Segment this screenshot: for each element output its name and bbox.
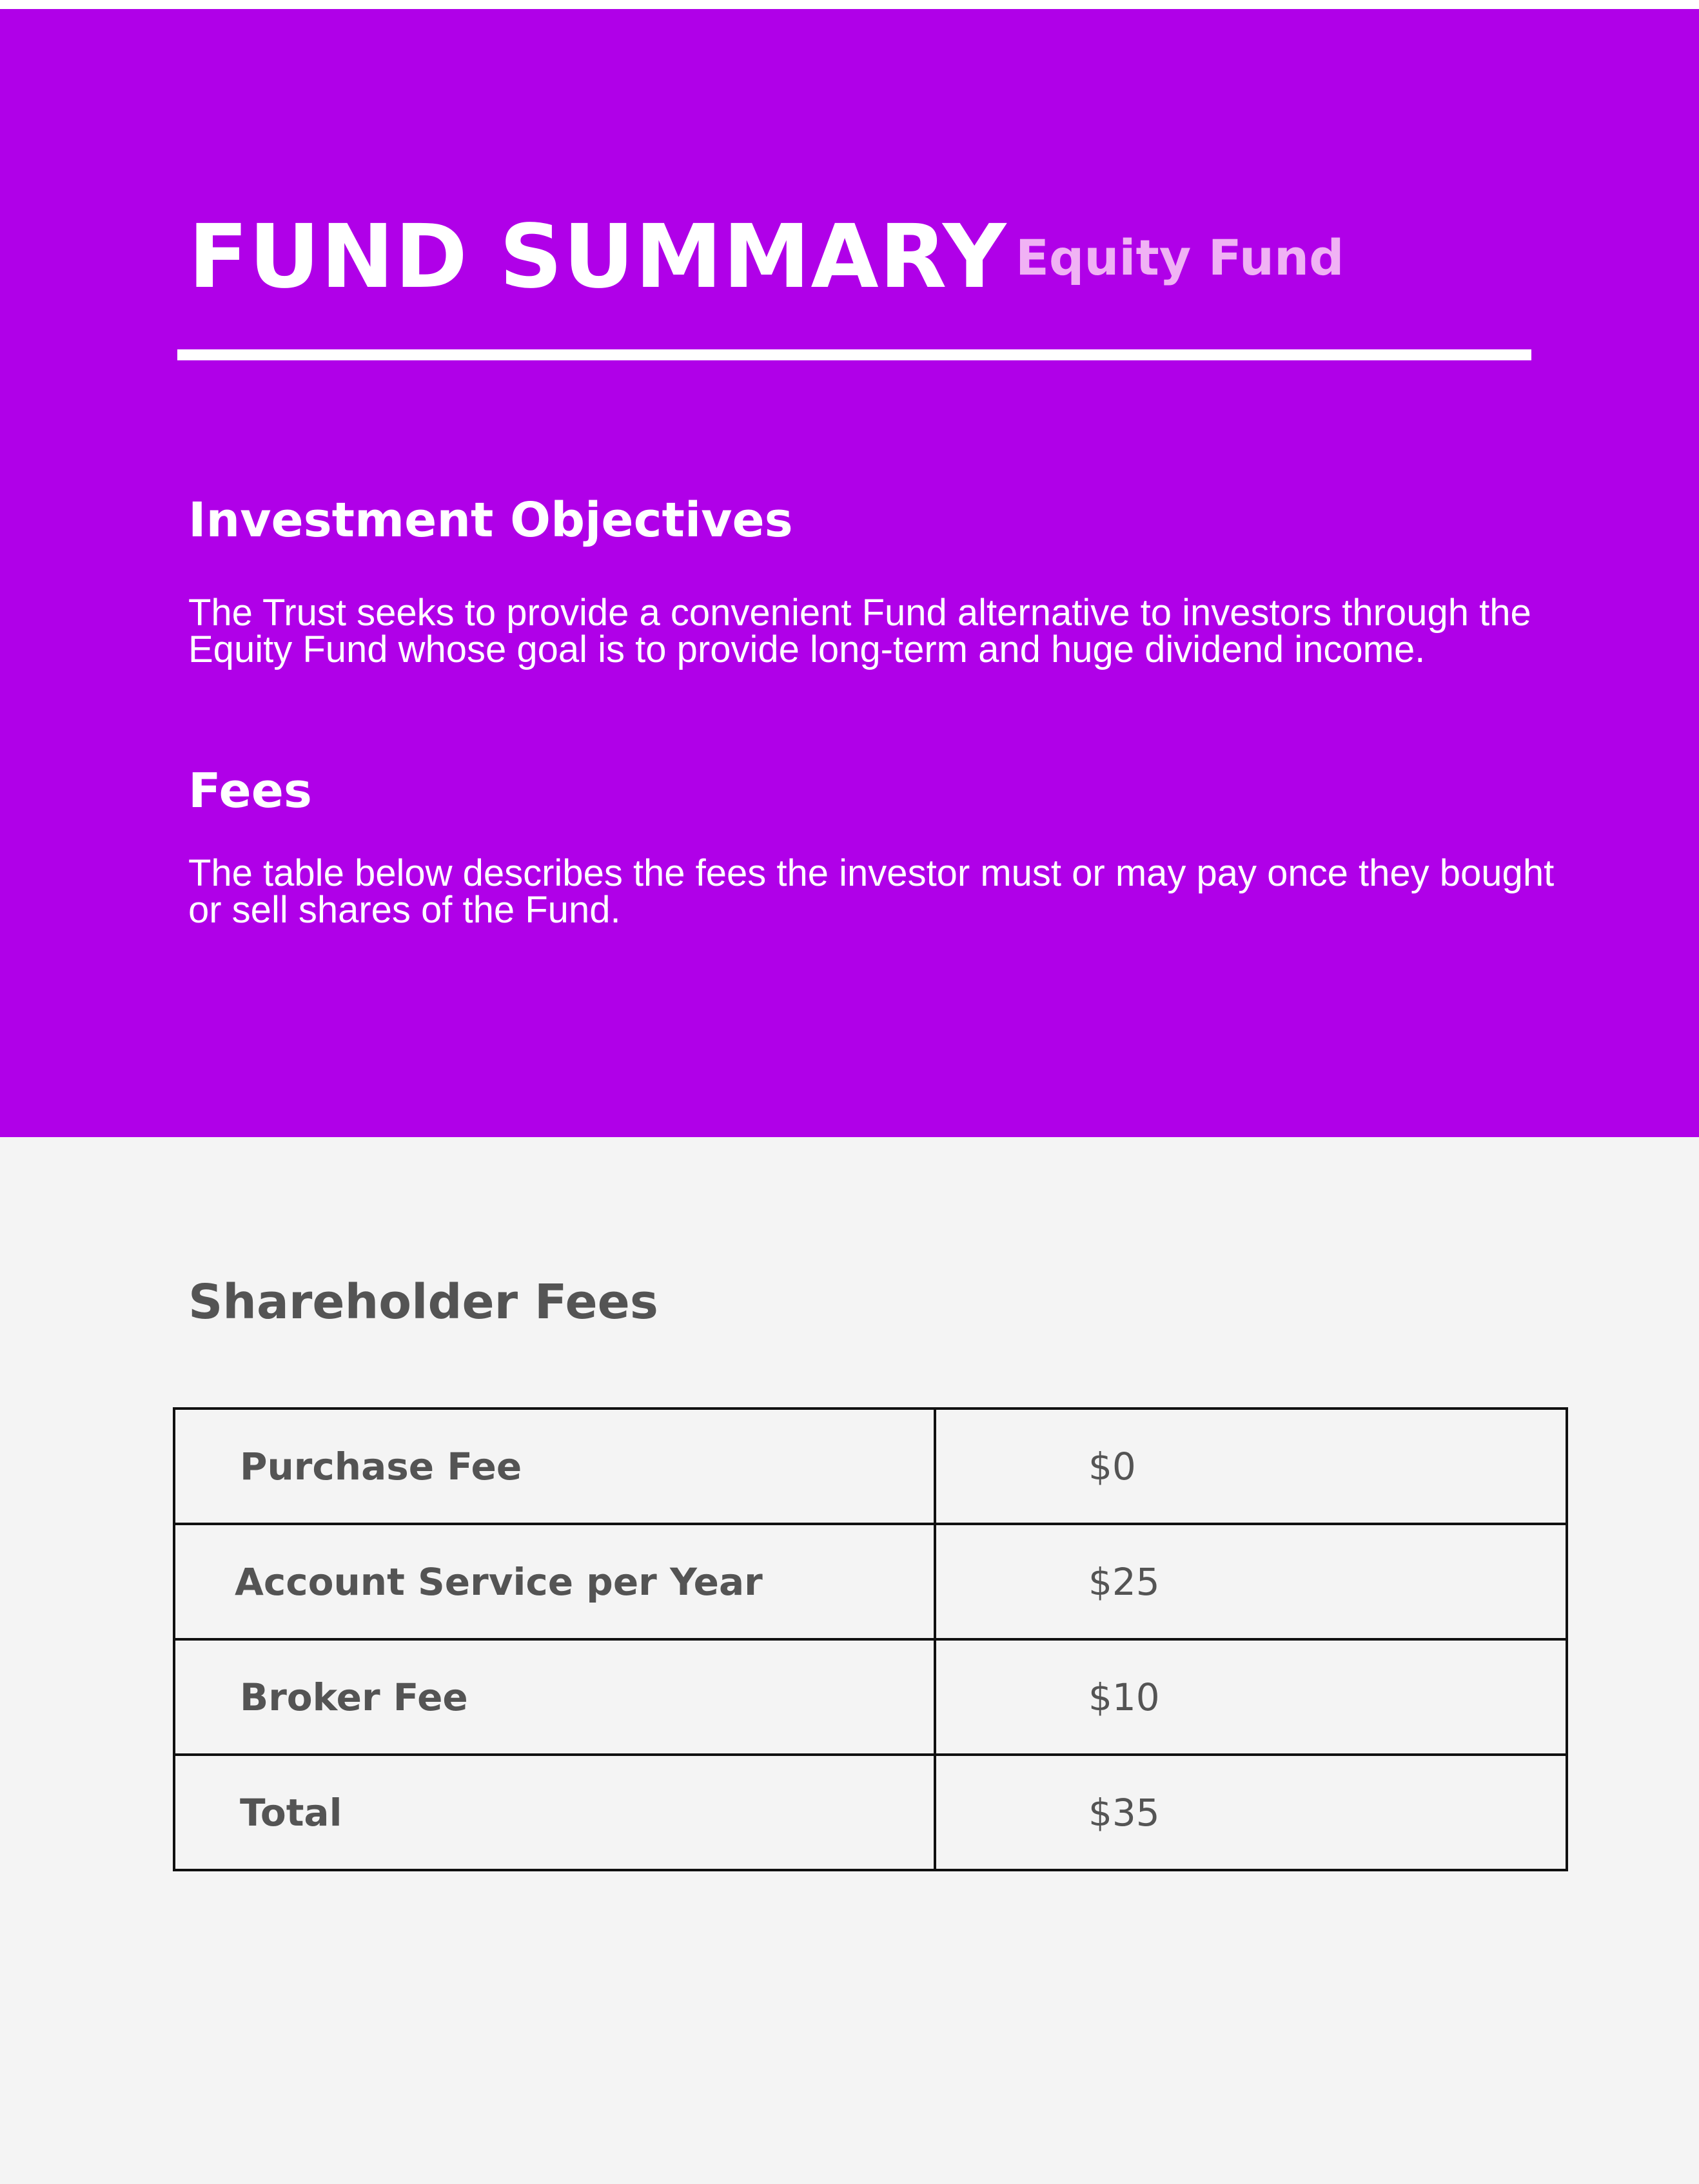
fee-label: Account Service per Year bbox=[174, 1524, 935, 1639]
table-row bbox=[174, 1409, 1567, 1524]
fees-description-text: The table below describes the fees the investor must or may pay once they bought or sell shares of the Fund. bbox=[188, 852, 1555, 931]
hero-banner bbox=[0, 9, 1699, 1137]
fee-value: $25 bbox=[935, 1524, 1567, 1639]
table-row bbox=[174, 1524, 1567, 1639]
fee-value: $0 bbox=[935, 1409, 1567, 1524]
investment-objectives-text: The Trust seeks to provide a convenient Fund alternative to investors through the Equity Fund whose goal is to provide long-term and huge dividend income. bbox=[188, 592, 1531, 670]
shareholder-fees-table bbox=[173, 1407, 1568, 1871]
title-divider bbox=[177, 349, 1531, 360]
fee-label: Broker Fee bbox=[174, 1639, 935, 1755]
top-border-strip bbox=[0, 0, 1699, 9]
table-row bbox=[174, 1755, 1567, 1870]
fee-total-value: $35 bbox=[935, 1755, 1567, 1870]
fee-value: $10 bbox=[935, 1639, 1567, 1755]
fund-type-subtitle: Equity Fund bbox=[1016, 229, 1344, 286]
fee-label: Purchase Fee bbox=[174, 1409, 935, 1524]
investment-objectives-heading: Investment Objectives bbox=[188, 492, 793, 548]
fees-heading: Fees bbox=[188, 763, 312, 819]
shareholder-fees-heading: Shareholder Fees bbox=[188, 1274, 658, 1330]
fee-total-label: Total bbox=[174, 1755, 935, 1870]
page-title: FUND SUMMARY bbox=[188, 206, 1007, 308]
table-row bbox=[174, 1639, 1567, 1755]
